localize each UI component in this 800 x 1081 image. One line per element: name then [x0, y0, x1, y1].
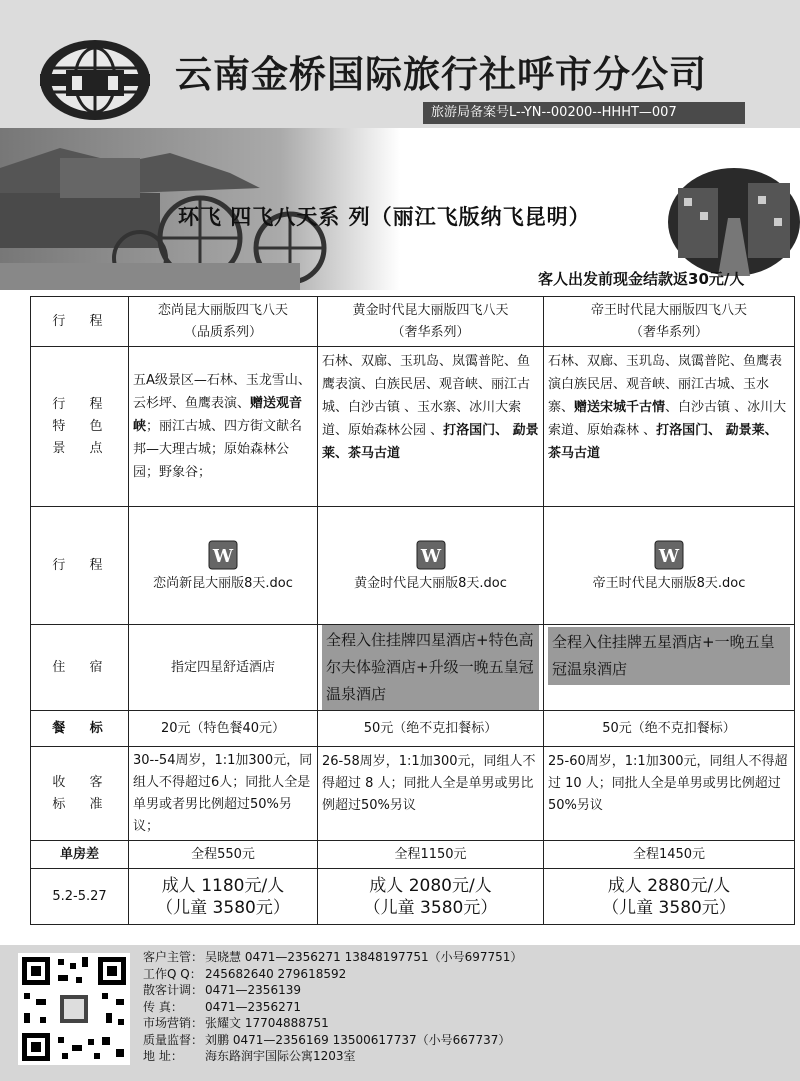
table-row [31, 747, 795, 841]
single-supplement-cell: 全程1150元 [318, 841, 544, 869]
company-logo-icon [38, 38, 152, 122]
meals-cell: 20元（特色餐40元） [129, 711, 318, 747]
list-item: 散客计调： 0471—2356139 [143, 983, 301, 997]
itinerary-table [30, 296, 795, 925]
meals-cell: 50元（绝不克扣餐标） [544, 711, 795, 747]
contact-list [143, 949, 522, 1065]
word-document-icon [208, 540, 238, 570]
table-row [31, 841, 795, 869]
guests-cell: 30--54周岁，1:1加300元，同组人不得超过6人；同批人全是单男或者男比例超过50%另议； [129, 747, 318, 841]
doc-attachment[interactable]: W 恋尚新昆大丽版8天.doc [129, 507, 318, 625]
table-row [31, 347, 795, 507]
date-label: 5.2-5.27 [31, 869, 129, 925]
single-supplement-label: 单房差 [31, 841, 129, 869]
old-town-street-image [668, 168, 800, 276]
lodging-label: 住 宿 [31, 625, 129, 711]
word-document-icon [416, 540, 446, 570]
svg-text:W: W [420, 546, 441, 567]
prepay-rebate-note: 客人出发前现金结款返30元/人 [538, 270, 745, 288]
table-row [31, 507, 795, 625]
lodging-cell: 全程入住挂牌四星酒店+特色高尔夫体验酒店+升级一晚五皇冠温泉酒店 [318, 625, 544, 711]
features-cell: 石林、双廊、玉玑岛、岚霭普陀、鱼鹰表演白族民居、观音峡、丽江古城、玉水寨、赠送宋城千古情、白沙古镇 、冰川大索道、原始森林 、打洛国门、 勐景莱、茶马古道 [544, 347, 795, 507]
table-row [31, 297, 795, 347]
registration-number: 旅游局备案号L--YN--00200--HHHT—007 [423, 102, 745, 124]
contact-footer [0, 945, 800, 1081]
list-item: 工作Q Q： 245682640 279618592 [143, 966, 347, 981]
features-cell: 石林、双廊、玉玑岛、岚霭普陀、鱼鹰表演、白族民居、观音峡、丽江古城、白沙古镇 、玉水寨、冰川大索道、原始森林公园 、打洛国门、 勐景莱、茶马古道 [318, 347, 544, 507]
header [0, 0, 800, 128]
route-label: 行 程 [31, 297, 129, 347]
meals-cell: 50元（绝不克扣餐标） [318, 711, 544, 747]
table-row [31, 711, 795, 747]
guests-cell: 26-58周岁，1:1加300元，同组人不得超过 8 人；同批人全是单男或男比例超过50%另议 [318, 747, 544, 841]
svg-text:W: W [212, 546, 234, 567]
features-label: 行 程 特 色 景 点 [31, 347, 129, 507]
single-supplement-cell: 全程1450元 [544, 841, 795, 869]
product-header: 恋尚昆大丽版四飞八天 （品质系列） [129, 297, 318, 347]
features-cell: 五A级景区—石林、玉龙雪山、云杉坪、鱼鹰表演、赠送观音峡；丽江古城、四方街文献名邦—大理古城；原始森林公园；野象谷； [129, 347, 318, 507]
route-series-title: 环飞 四飞八天系 列（丽江飞版纳飞昆明） [178, 205, 591, 229]
price-cell: 成人 1180元/人 （儿童 3580元） [129, 869, 318, 925]
list-item: 传 真： 0471—2356271 [143, 999, 301, 1014]
list-item: 市场营销： 张耀文 17704888751 [143, 1016, 329, 1030]
qr-code-icon [18, 953, 130, 1065]
list-item: 地 址： 海东路润宇国际公寓1203室 [143, 1049, 356, 1063]
itinerary-label: 行 程 [31, 507, 129, 625]
lodging-cell: 全程入住挂牌五星酒店+一晚五皇冠温泉酒店 [544, 625, 795, 711]
guests-label: 收 客 标 准 [31, 747, 129, 841]
company-name: 云南金桥国际旅行社呼市分公司 [175, 52, 707, 96]
meals-label: 餐 标 [31, 711, 129, 747]
doc-attachment[interactable]: W 黄金时代昆大丽版8天.doc [318, 507, 544, 625]
price-cell: 成人 2880元/人 （儿童 3580元） [544, 869, 795, 925]
banner [0, 128, 800, 290]
product-header: 黄金时代昆大丽版四飞八天 （奢华系列） [318, 297, 544, 347]
lodging-cell: 指定四星舒适酒店 [129, 625, 318, 711]
svg-text:W: W [658, 546, 680, 567]
price-cell: 成人 2080元/人 （儿童 3580元） [318, 869, 544, 925]
table-row [31, 869, 795, 925]
list-item: 客户主管： 吴晓慧 0471—2356271 13848197751（小号697751） [143, 950, 523, 964]
doc-attachment[interactable]: W 帝王时代昆大丽版8天.doc [544, 507, 795, 625]
word-document-icon [654, 540, 684, 570]
single-supplement-cell: 全程550元 [129, 841, 318, 869]
list-item: 质量监督： 刘鹏 0471—2356169 13500617737（小号667737） [143, 1032, 511, 1047]
guests-cell: 25-60周岁，1:1加300元，同组人不得超过 10 人；同批人全是单男或男比例超过50%另议 [544, 747, 795, 841]
product-header: 帝王时代昆大丽版四飞八天 （奢华系列） [544, 297, 795, 347]
table-row [31, 625, 795, 711]
